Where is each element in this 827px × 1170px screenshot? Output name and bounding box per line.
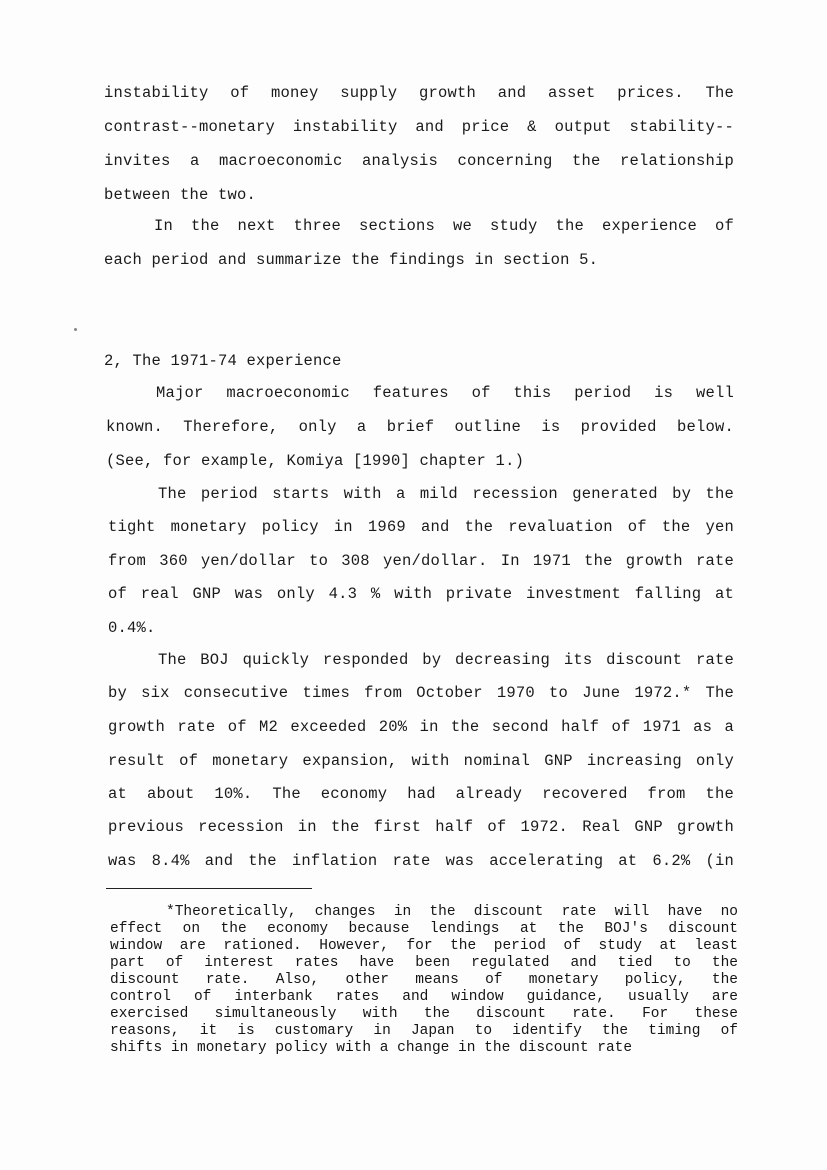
- scan-speck: [74, 328, 77, 331]
- section-heading: 2, The 1971-74 experience: [104, 352, 342, 370]
- body-text-line: In the next three sections we study the experience of: [154, 217, 734, 235]
- footnote-line: discount rate. Also, other means of monetary policy, the: [110, 972, 738, 988]
- body-text-line: at about 10%. The economy had already recovered from the: [108, 785, 734, 803]
- body-text-line: each period and summarize the findings in section 5.: [104, 251, 599, 269]
- footnote-line: *Theoretically, changes in the discount rate will have no: [166, 904, 738, 920]
- footnote-rule: [106, 888, 312, 889]
- body-text-line: contrast--monetary instability and price & output stability--: [104, 118, 734, 136]
- body-text-line: result of monetary expansion, with nominal GNP increasing only: [108, 752, 734, 770]
- footnote-line: window are rationed. However, for the period of study at least: [110, 938, 738, 954]
- body-text-line: The BOJ quickly responded by decreasing its discount rate: [158, 651, 734, 669]
- body-text-line: (See, for example, Komiya [1990] chapter 1.): [106, 452, 525, 470]
- body-text-line: 0.4%.: [108, 619, 156, 637]
- body-text-line: between the two.: [104, 186, 257, 204]
- body-text-line: invites a macroeconomic analysis concerning the relationship: [104, 152, 734, 170]
- footnote-line: part of interest rates have been regulated and tied to the: [110, 955, 738, 971]
- body-text-line: Major macroeconomic features of this period is well: [156, 384, 734, 402]
- footnote-line: control of interbank rates and window guidance, usually are: [110, 989, 738, 1005]
- body-text-line: previous recession in the first half of 1972. Real GNP growth: [108, 818, 734, 836]
- body-text-line: was 8.4% and the inflation rate was accelerating at 6.2% (in: [108, 852, 734, 870]
- footnote-line: shifts in monetary policy with a change in the discount rate: [110, 1040, 633, 1056]
- footnote-line: reasons, it is customary in Japan to identify the timing of: [110, 1023, 738, 1039]
- body-text-line: growth rate of M2 exceeded 20% in the second half of 1971 as a: [108, 718, 734, 736]
- body-text-line: from 360 yen/dollar to 308 yen/dollar. In 1971 the growth rate: [108, 552, 734, 570]
- body-text-line: instability of money supply growth and asset prices. The: [104, 84, 734, 102]
- body-text-line: of real GNP was only 4.3 % with private investment falling at: [108, 585, 734, 603]
- body-text-line: tight monetary policy in 1969 and the revaluation of the yen: [108, 518, 734, 536]
- footnote-line: exercised simultaneously with the discount rate. For these: [110, 1006, 738, 1022]
- body-text-line: by six consecutive times from October 1970 to June 1972.* The: [108, 684, 734, 702]
- body-text-line: known. Therefore, only a brief outline is provided below.: [106, 418, 734, 436]
- body-text-line: The period starts with a mild recession generated by the: [158, 485, 734, 503]
- footnote-line: effect on the economy because lendings at the BOJ's discount: [110, 921, 738, 937]
